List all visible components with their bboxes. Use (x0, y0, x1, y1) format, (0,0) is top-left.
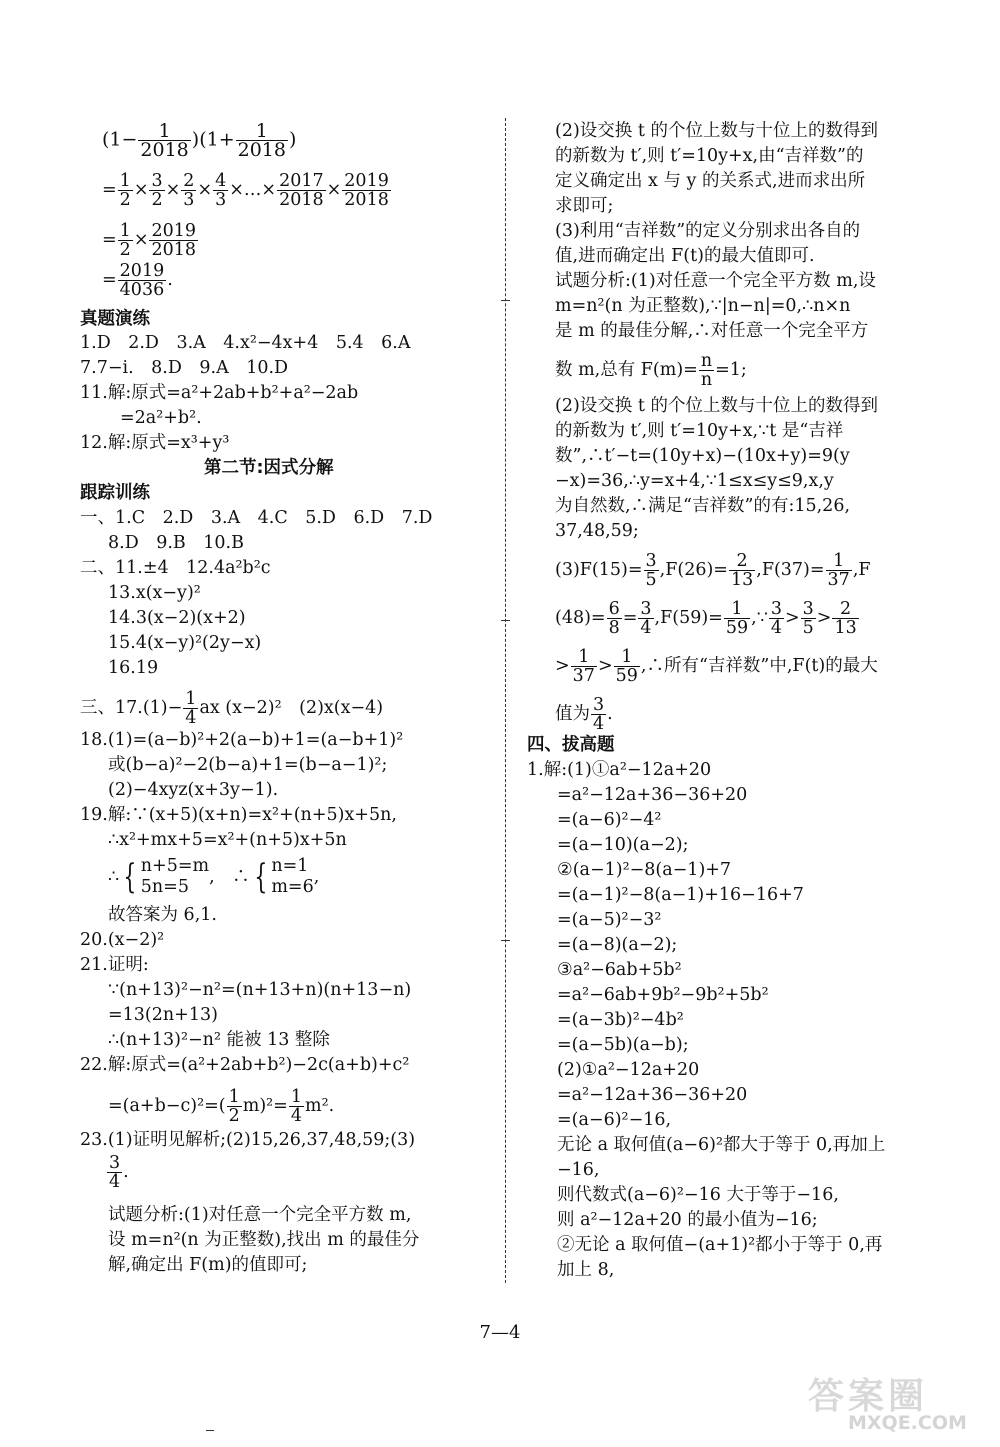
fraction: $\frac{1}{4}$ (185, 689, 197, 728)
answer-line: 无论 a 取何值(a−6)²都大于等于 0,再加上 (557, 1135, 886, 1155)
answer-line: 定义确定出 x 与 y 的关系式,进而求出所 (555, 171, 866, 191)
text: ) (288, 128, 297, 151)
answer-line: 14.3(x−2)(x+2) (108, 608, 246, 628)
answer-line-f1: (3)F(15)= $\frac{3}{5}$ ,F(26)= $\frac{2}{13}$ ,F(37)= $\frac{1}{37}$ ,F (555, 551, 871, 590)
answer-line: (3)利用“吉祥数”的定义分别求出各自的 (555, 221, 861, 241)
fraction: $\frac{1}{2}$ (119, 171, 131, 210)
fraction: $\frac{1}{2}$ (228, 1087, 240, 1126)
fraction: $\frac{2019}{2018}$ (151, 221, 197, 260)
answer-line: ③a²−6ab+5b² (557, 960, 682, 980)
text: (1− (102, 128, 138, 151)
answer-line: =(a−5)²−3² (557, 910, 662, 930)
answer-line: 一、1.C 2.D 3.A 4.C 5.D 6.D 7.D (80, 508, 433, 528)
answer-line: =(a−8)(a−2); (557, 935, 678, 955)
heading-zhenti: 真题演练 (80, 309, 150, 329)
fraction: $\frac{3}{5}$ (645, 551, 657, 590)
heading-genzong: 跟踪训练 (80, 483, 150, 503)
product-step-1: = $\frac{1}{2}$ × $\frac{3}{2}$ × $\frac{2}{3}$ × $\frac{4}{3}$ ×…× $\frac{2017}{2018}$ × $\frac{2019}{2018}$ (102, 171, 389, 210)
answer-line: 12.解:原式=x³+y³ (80, 433, 230, 453)
fraction: $\frac{1}{4}$ (290, 1087, 302, 1126)
answer-line: =(a−6)²−4² (557, 810, 662, 830)
section-title: 第二节:因式分解 (204, 458, 334, 478)
text: )(1+ (191, 128, 235, 151)
divider-tick (501, 940, 510, 941)
answer-line: 数”,∴t′−t=(10y+x)−(10x+y)=9(y (555, 446, 850, 466)
fraction: $\frac{4}{3}$ (215, 171, 227, 210)
fraction: $\frac{n}{n}$ (700, 351, 713, 390)
fraction: $\frac{3}{4}$ (770, 599, 782, 638)
answer-line: 19.解:∵(x+5)(x+n)=x²+(n+5)x+5n, (80, 805, 397, 825)
answer-line: ②无论 a 取何值−(a+1)²都小于等于 0,再 (557, 1235, 883, 1255)
divider-tick (501, 300, 510, 301)
answer-line: =a²−12a+36−36+20 (557, 1085, 748, 1105)
answer-line: =(a−6)²−16, (557, 1110, 672, 1130)
answer-line: ∵(n+13)²−n²=(n+13+n)(n+13−n) (108, 980, 412, 1000)
answer-line: 为自然数,∴满足“吉祥数”的有:15,26, (555, 496, 851, 516)
answer-line: =2a²+b². (120, 408, 202, 428)
answer-line: (2)设交换 t 的个位上数与十位上的数得到 (555, 121, 878, 141)
fraction: $\frac{3}{4}$ (109, 1153, 121, 1192)
answer-line: =a²−12a+36−36+20 (557, 785, 748, 805)
watermark-logo (808, 1368, 988, 1438)
answer-line: 解,确定出 F(m)的值即可; (108, 1255, 308, 1275)
answer-line: ∴x²+mx+5=x²+(n+5)x+5n (108, 830, 347, 850)
answer-line: =(a−10)(a−2); (557, 835, 689, 855)
answer-line: 20.(x−2)² (80, 930, 165, 950)
watermark-url: MXQE.COM (848, 1412, 967, 1434)
answer-line: 则代数式(a−6)²−16 大于等于−16, (557, 1185, 839, 1205)
fraction: $\frac{2}{13}$ (834, 599, 857, 638)
answer-line: ②(a−1)²−8(a−1)+7 (557, 860, 732, 880)
answer-line-23b: $\frac{3}{4}$ . (109, 1153, 129, 1192)
answer-line: ∴(n+13)²−n² 能被 13 整除 (108, 1030, 330, 1050)
answer-line: (2)①a²−12a+20 (557, 1060, 700, 1080)
answer-line: 的新数为 t′,则 t′=10y+x,∵t 是“吉祥 (555, 421, 844, 441)
product-result: = $\frac{2019}{4036}$ . (102, 261, 173, 300)
fraction: $\frac{6}{8}$ (608, 599, 620, 638)
answer-line: 加上 8, (557, 1260, 615, 1280)
fraction: $\frac{3}{2}$ (151, 171, 163, 210)
answer-line: 1.D 2.D 3.A 4.x²−4x+4 5.4 6.A (80, 333, 411, 353)
fraction: $\frac{1}{2018}$ (140, 120, 189, 161)
answer-line: 二、11.±4 12.4a²b²c (80, 558, 271, 578)
answer-line: 13.x(x−y)² (108, 583, 201, 603)
page-number: 7—4 (479, 1322, 521, 1343)
column-divider (505, 118, 506, 1283)
answer-line: 7.7−i. 8.D 9.A 10.D (80, 358, 289, 378)
answer-line: 1.解:(1)①a²−12a+20 (527, 760, 712, 780)
answer-line: 23.(1)证明见解析;(2)15,26,37,48,59;(3) (80, 1130, 416, 1150)
answer-line: 8.D 9.B 10.B (108, 533, 244, 553)
fraction: $\frac{2017}{2018}$ (279, 171, 324, 210)
answer-line-fm: 数 m,总有 F(m)= $\frac{n}{n}$ =1; (555, 351, 747, 390)
fraction: $\frac{3}{4}$ (593, 695, 605, 734)
product-step-2: = $\frac{1}{2}$ × $\frac{2019}{2018}$ (102, 221, 197, 260)
answer-line: 的新数为 t′,则 t′=10y+x,由“吉祥数”的 (555, 146, 864, 166)
fraction: $\frac{1}{59}$ (725, 599, 749, 638)
answer-line: 是 m 的最佳分解,∴对任意一个完全平方 (555, 321, 869, 341)
fraction: $\frac{2019}{4036}$ (119, 261, 165, 300)
watermark-text: 答案圈 (808, 1376, 929, 1417)
answer-line-17: 三、17.(1)− $\frac{1}{4}$ ax (x−2)² (2)x(x−4) (80, 689, 384, 728)
fraction: $\frac{1}{2018}$ (237, 120, 286, 161)
bottom-dash (206, 1430, 214, 1431)
answer-line: 值,进而确定出 F(t)的最大值即可. (555, 246, 815, 266)
answer-line: (2)−4xyz(x+3y−1). (108, 780, 279, 800)
answer-line-22b: =(a+b−c)²=( $\frac{1}{2}$ m)²= $\frac{1}{4}$ m². (108, 1087, 335, 1126)
answer-line: m=n²(n 为正整数),∵|n−n|=0,∴n×n (555, 296, 851, 316)
answer-line-f3: > $\frac{1}{37}$ > $\frac{1}{59}$ ,∴所有“吉祥数”中,F(t)的最大 (555, 647, 878, 686)
answer-line: 试题分析:(1)对任意一个完全平方数 m, (108, 1205, 412, 1225)
answer-line-f2: (48)= $\frac{6}{8}$ = $\frac{3}{4}$ ,F(59)= $\frac{1}{59}$ ,∵ $\frac{3}{4}$ > $\frac{3}{5}$ > $\frac{2}{13}$ (555, 599, 857, 638)
heading-bagao: 四、拔高题 (527, 735, 615, 755)
answer-line: 11.解:原式=a²+2ab+b²+a²−2ab (80, 383, 359, 403)
fraction: $\frac{1}{2}$ (119, 221, 131, 260)
product-expression (102, 122, 296, 159)
fraction: $\frac{2}{3}$ (183, 171, 195, 210)
answer-line: 18.(1)=(a−b)²+2(a−b)+1=(a−b+1)² (80, 730, 404, 750)
answer-line: 22.解:原式=(a²+2ab+b²)−2c(a+b)+c² (80, 1055, 410, 1075)
fraction: $\frac{2019}{2018}$ (344, 171, 389, 210)
divider-tick (501, 620, 510, 621)
answer-line: 故答案为 6,1. (108, 905, 217, 925)
answer-line: =(a−5b)(a−b); (557, 1035, 689, 1055)
answer-line: −16, (557, 1160, 600, 1180)
fraction: $\frac{1}{37}$ (827, 551, 850, 590)
answer-line: 16.19 (108, 658, 159, 678)
answer-line: =13(2n+13) (108, 1005, 218, 1025)
answer-line: 15.4(x−y)²(2y−x) (108, 633, 262, 653)
answer-line: =(a−1)²−8(a−1)+16−16+7 (557, 885, 804, 905)
answer-line: 试题分析:(1)对任意一个完全平方数 m,设 (555, 271, 876, 291)
answer-line-max: 值为 $\frac{3}{4}$ . (555, 695, 613, 734)
fraction: $\frac{1}{59}$ (615, 647, 638, 686)
equation-system: ∴ { n+5=m 5n=5 , ∴ { n=1 m=6 , (108, 856, 320, 897)
answer-line: 设 m=n²(n 为正整数),找出 m 的最佳分 (108, 1230, 420, 1250)
fraction: $\frac{2}{13}$ (730, 551, 754, 590)
fraction: $\frac{3}{4}$ (640, 599, 652, 638)
answer-line: 37,48,59; (555, 521, 639, 541)
answer-line: (2)设交换 t 的个位上数与十位上的数得到 (555, 396, 878, 416)
answer-line: 21.证明: (80, 955, 149, 975)
answer-line: =(a−3b)²−4b² (557, 1010, 684, 1030)
answer-line: 或(b−a)²−2(b−a)+1=(b−a−1)²; (108, 755, 388, 775)
fraction: $\frac{1}{37}$ (572, 647, 595, 686)
answer-line: −x)=36,∴y=x+4,∵1≤x≤y≤9,x,y (555, 471, 834, 491)
answer-line: 求即可; (555, 196, 614, 216)
answer-line: 则 a²−12a+20 的最小值为−16; (557, 1210, 818, 1230)
fraction: $\frac{3}{5}$ (802, 599, 814, 638)
answer-line: =a²−6ab+9b²−9b²+5b² (557, 985, 769, 1005)
